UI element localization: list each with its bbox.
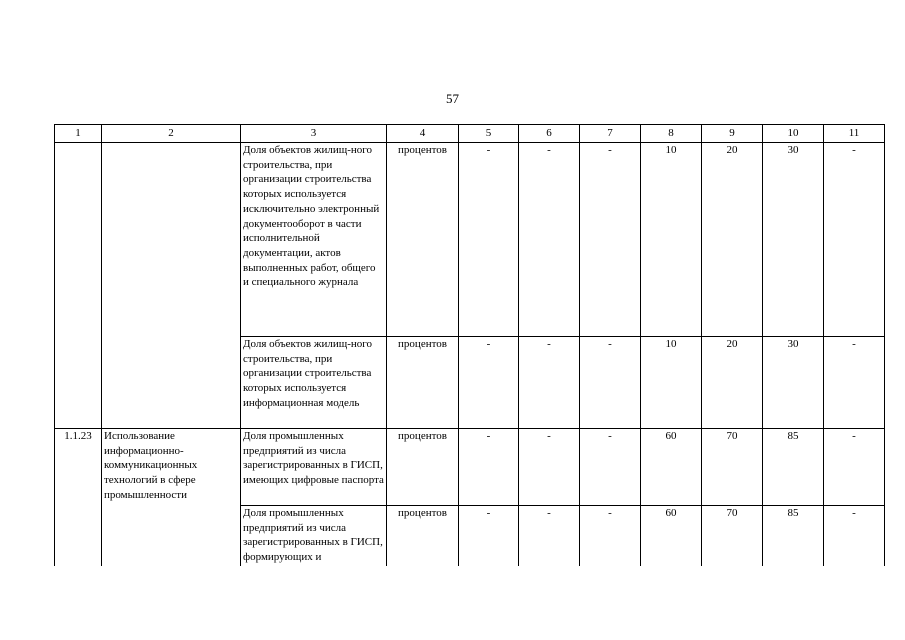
value-cell: 10 — [641, 337, 702, 429]
indicator-text: Доля промышленных предприятий из числа зарегистрированных в ГИСП, формирующих и — [243, 507, 383, 564]
value-cell: - — [824, 506, 885, 567]
indicator-cell: Доля промышленных предприятий из числа зарегистрированных в ГИСП, имеющих цифровые паспорта — [241, 429, 387, 506]
header-cell: 4 — [387, 125, 459, 143]
value-cell: 85 — [763, 506, 824, 567]
value-cell: 20 — [702, 143, 763, 337]
table-row — [55, 143, 885, 337]
value-cell: 85 — [763, 429, 824, 506]
header-cell: 3 — [241, 125, 387, 143]
value-cell: - — [824, 143, 885, 337]
value-cell: - — [519, 429, 580, 506]
header-cell: 5 — [459, 125, 519, 143]
indicators-table — [54, 124, 885, 566]
header-cell: 2 — [102, 125, 241, 143]
header-cell: 8 — [641, 125, 702, 143]
value-cell: 20 — [702, 337, 763, 429]
header-row — [55, 125, 885, 143]
unit-cell: процентов — [387, 506, 459, 567]
row-number-cell: 1.1.23 — [55, 429, 102, 567]
header-cell: 6 — [519, 125, 580, 143]
value-cell: 10 — [641, 143, 702, 337]
value-cell: - — [459, 337, 519, 429]
value-cell: - — [580, 337, 641, 429]
header-cell: 1 — [55, 125, 102, 143]
value-cell: 60 — [641, 429, 702, 506]
value-cell: - — [459, 143, 519, 337]
header-cell: 11 — [824, 125, 885, 143]
unit-cell: процентов — [387, 429, 459, 506]
value-cell: - — [519, 337, 580, 429]
unit-cell: процентов — [387, 337, 459, 429]
value-cell: - — [519, 143, 580, 337]
value-cell: - — [580, 506, 641, 567]
indicator-cell: Доля объектов жилищ-ного строительства, при организации строительства которых используется информационная модель — [241, 337, 387, 429]
value-cell: - — [459, 429, 519, 506]
value-cell: 60 — [641, 506, 702, 567]
value-cell: 30 — [763, 143, 824, 337]
value-cell: - — [580, 429, 641, 506]
row-name-cell — [102, 143, 241, 429]
header-cell: 7 — [580, 125, 641, 143]
value-cell: - — [459, 506, 519, 567]
value-cell: 70 — [702, 506, 763, 567]
page-number: 57 — [446, 91, 459, 106]
row-number-cell — [55, 143, 102, 429]
value-cell: 30 — [763, 337, 824, 429]
table-row — [55, 429, 885, 506]
header-cell: 10 — [763, 125, 824, 143]
value-cell: 70 — [702, 429, 763, 506]
row-name-cell: Использование информационно-коммуникационных технологий в сфере промышленности — [102, 429, 241, 567]
header-cell: 9 — [702, 125, 763, 143]
value-cell: - — [824, 429, 885, 506]
indicator-cell — [241, 506, 387, 567]
value-cell: - — [580, 143, 641, 337]
unit-cell: процентов — [387, 143, 459, 337]
value-cell: - — [824, 337, 885, 429]
value-cell: - — [519, 506, 580, 567]
indicator-cell: Доля объектов жилищ-ного строительства, при организации строительства которых используется исключительно электронный документооборот в части исполнительной документации, актов выполненных работ, общего и специального журнала — [241, 143, 387, 337]
